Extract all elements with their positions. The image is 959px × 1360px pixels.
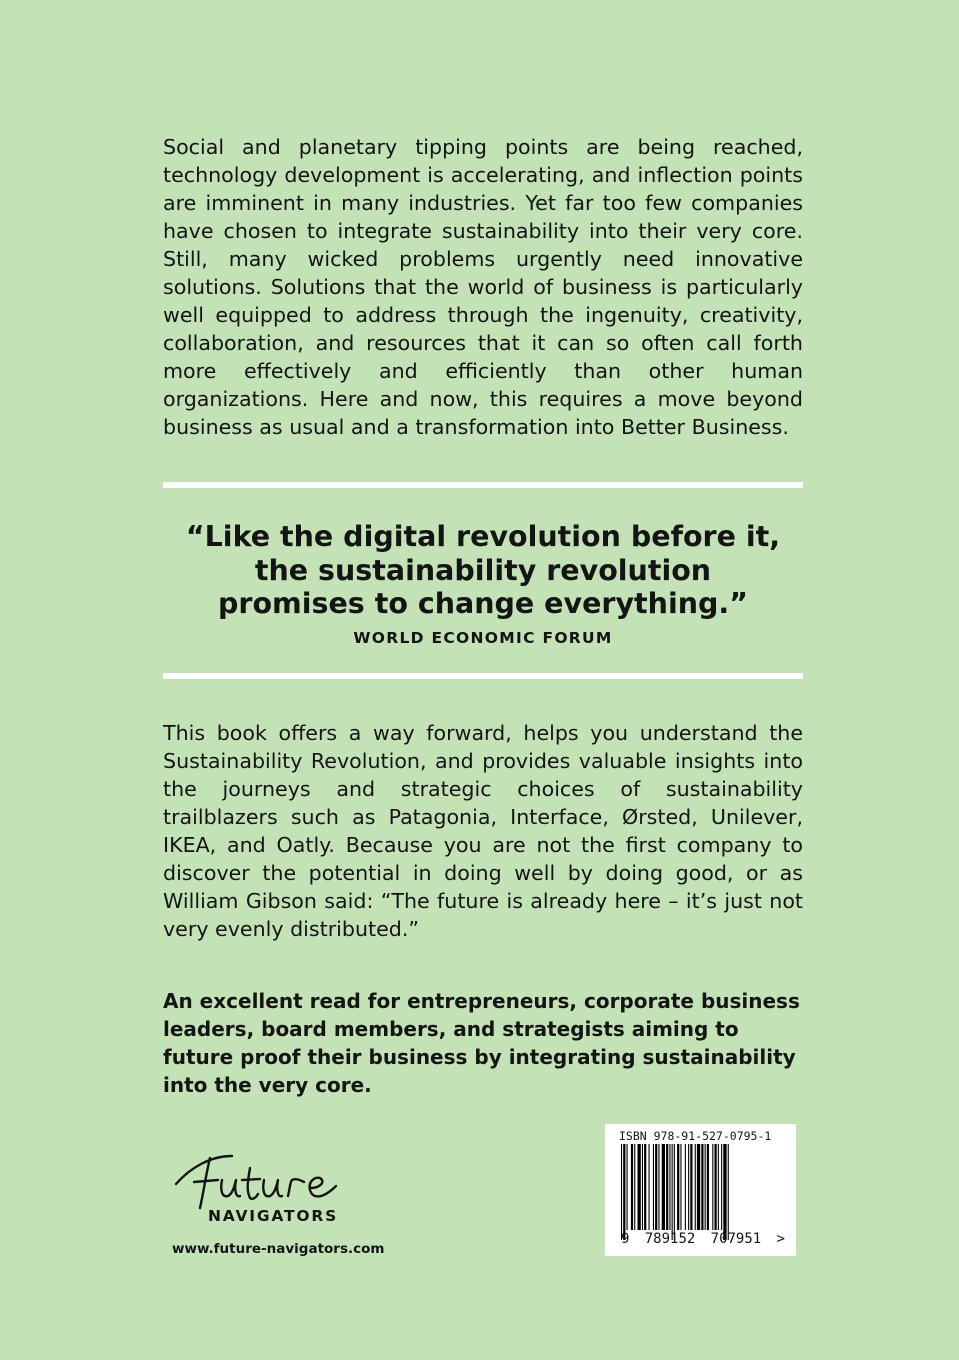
- isbn-barcode: [605, 1124, 796, 1256]
- barcode-bar: [634, 1144, 635, 1230]
- barcode-bar: [649, 1144, 650, 1230]
- barcode-bar: [721, 1144, 722, 1230]
- intro-paragraph: Social and planetary tipping points are being reached, technology development is accelerating, and inflection points are imminent in many industries. Yet far too few companies have chosen to integrate sustainability into their very core. Still, many wicked problems urgently need innovative solutions. Solutions that the world of business is particularly well equipped to address through the ingenuity, creativity, collaboration, and resources that it can so often call forth more effectively and efficiently than other human organizations. Here and now, this requires a move beyond business as usual and a transformation into Better Business.: [163, 135, 803, 439]
- barcode-bar: [723, 1144, 726, 1240]
- barcode-bar: [705, 1144, 706, 1230]
- barcode-end-mark: >: [776, 1231, 785, 1247]
- barcode-bar: [677, 1144, 679, 1230]
- barcode-group-2: 707951: [710, 1231, 762, 1247]
- barcode-bar: [653, 1144, 654, 1230]
- divider-bottom: [163, 673, 803, 679]
- quote-attribution: WORLD ECONOMIC FORUM: [353, 629, 613, 647]
- barcode-bar: [672, 1144, 673, 1240]
- barcode-bar: [655, 1144, 657, 1230]
- barcode-bar: [728, 1144, 729, 1240]
- isbn-label: ISBN 978-91-527-0795-1: [619, 1129, 772, 1143]
- barcode-bar: [638, 1144, 641, 1230]
- closing-paragraph: An excellent read for entrepreneurs, corporate business leaders, board members, and strategists aiming to future proof their business by integrating sustainability into the very core.: [163, 989, 800, 1097]
- barcode-lead-digit: 9: [621, 1231, 630, 1247]
- barcode-bar: [669, 1144, 670, 1230]
- barcode-bar: [674, 1144, 675, 1240]
- barcode-bar: [707, 1144, 709, 1230]
- barcode-bar: [642, 1144, 643, 1230]
- website-url: www.future-navigators.com: [172, 1241, 385, 1257]
- barcode-bar: [701, 1144, 703, 1230]
- barcode-bar: [695, 1144, 696, 1230]
- barcode-bar: [680, 1144, 681, 1230]
- barcode-bar: [712, 1144, 713, 1230]
- barcode-bar: [697, 1144, 700, 1230]
- pull-quote: [163, 520, 803, 621]
- body-paragraph: This book offers a way forward, helps you understand the Sustainability Revolution, and provides valuable insights into the journeys and strategic choices of sustainability trailblazers such as Patagonia, Interface, Ørsted, Unilever, IKEA, and Oatly. Because you are not the first company to discover the potential in doing well by doing good, or as William Gibson said: “The future is already here – it’s just not very evenly distributed.”: [163, 721, 803, 941]
- barcode-bar: [631, 1144, 633, 1230]
- barcode-group-1: 789152: [644, 1231, 696, 1247]
- barcode-digits: [621, 1231, 785, 1247]
- barcode-bar: [688, 1144, 689, 1230]
- barcode-bar: [662, 1144, 665, 1230]
- quote-line-2: the sustainability revolution: [254, 553, 712, 587]
- barcode-bar: [658, 1144, 659, 1230]
- quote-line-3: promises to change everything.”: [218, 587, 748, 620]
- barcode-bar: [621, 1144, 622, 1240]
- logo-subtitle: NAVIGATORS: [208, 1207, 339, 1225]
- barcode-bar: [627, 1144, 628, 1230]
- barcode-bar: [690, 1144, 692, 1230]
- barcode-bar: [666, 1144, 668, 1230]
- quote-line-1: “Like the digital revolution before it,: [185, 520, 781, 553]
- barcode-bar: [623, 1144, 625, 1240]
- barcode-bar: [718, 1144, 719, 1230]
- barcode-bar: [685, 1144, 686, 1230]
- barcode-bar: [644, 1144, 646, 1230]
- divider-top: [163, 482, 803, 488]
- barcode-bar: [715, 1144, 717, 1230]
